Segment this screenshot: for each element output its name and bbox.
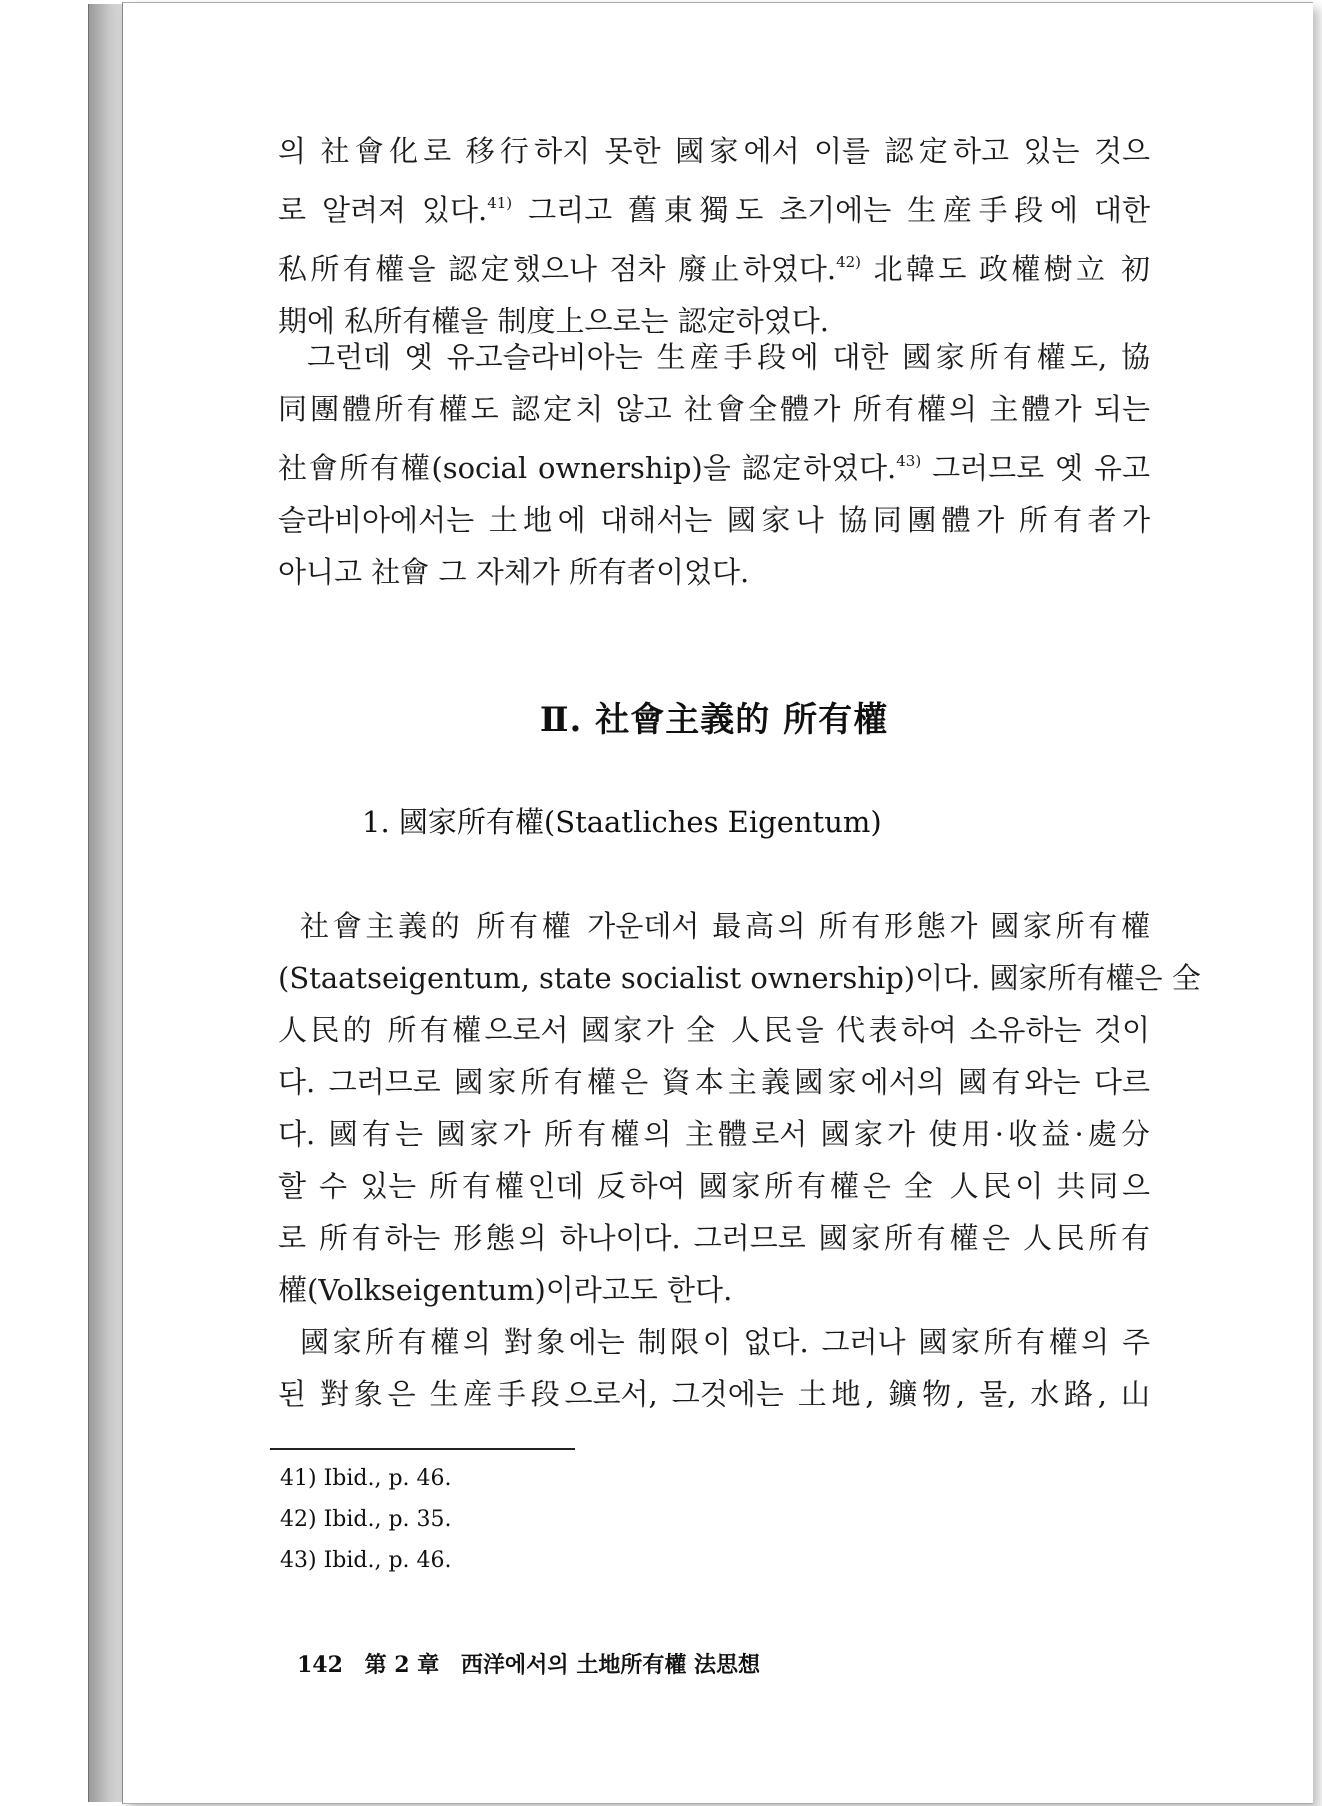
text-line: 私所有權을 認定했으나 점차 廢止하였다.$^{42)}$ 北韓도 政權樹立 初	[278, 252, 1151, 286]
footnote-42: 42) Ibid., p. 35.	[280, 1507, 452, 1532]
chapter-title: 西洋에서의 土地所有權 法思想	[460, 1652, 760, 1678]
text-line: 그런데 옛 유고슬라비아는 生産手段에 대한 國家所有權도, 協	[307, 340, 1150, 374]
footnotes	[280, 1458, 452, 1581]
text-line: 의 社會化로 移行하지 못한 國家에서 이를 認定하고 있는 것으	[278, 134, 1150, 168]
paragraph-state-ownership	[278, 900, 1201, 1316]
text-line: 同團體所有權도 認定치 않고 社會全體가 所有權의 主體가 되는	[278, 392, 1150, 426]
page-footer	[297, 1648, 774, 1679]
page-number: 142	[297, 1652, 343, 1678]
text-line: 로 所有하는 形態의 하나이다. 그러므로 國家所有權은 人民所有	[278, 1221, 1150, 1255]
chapter-number: 第 2 章	[364, 1652, 440, 1678]
footnote-41: 41) Ibid., p. 46.	[280, 1466, 452, 1491]
text-line: (Staatseigentum, state socialist ownership)이다. 國家所有權은 全	[278, 961, 1201, 995]
footnote-ref-42: 42)	[836, 253, 862, 271]
text-line: 슬라비아에서는 土地에 대해서는 國家나 協同團體가 所有者가	[278, 503, 1150, 537]
paragraph-top	[278, 125, 1150, 347]
text-line: 國家所有權의 對象에는 制限이 없다. 그러나 國家所有權의 주	[300, 1325, 1150, 1359]
text-line: 社會主義的 所有權 가운데서 最高의 所有形態가 國家所有權	[300, 909, 1150, 943]
footnote-43: 43) Ibid., p. 46.	[280, 1548, 452, 1573]
footnote-ref-41: 41)	[487, 194, 513, 212]
text-line: 다. 國有는 國家가 所有權의 主體로서 國家가 使用·收益·處分	[278, 1117, 1150, 1151]
text-line: 된 對象은 生産手段으로서, 그것에는 土地, 鑛物, 물, 水路, 山	[278, 1377, 1150, 1411]
text-line: 期에 私所有權을 制度上으로는 認定하였다.	[278, 304, 829, 338]
text-line: 社會所有權(social ownership)을 認定하였다.$^{43)}$ 그러므로 옛 유고	[278, 451, 1150, 485]
text-line: 人民的 所有權으로서 國家가 全 人民을 代表하여 소유하는 것이	[278, 1013, 1150, 1047]
book-page-edge	[88, 4, 123, 1802]
subsection-title: 1. 國家所有權(Staatliches Eigentum)	[362, 805, 882, 839]
text-line: 權(Volkseigentum)이라고도 한다.	[278, 1273, 733, 1307]
text-line: 로 알려져 있다.$^{41)}$ 그리고 舊東獨도 초기에는 生産手段에 대한	[278, 193, 1150, 227]
text-line: 다. 그러므로 國家所有權은 資本主義國家에서의 國有와는 다르	[278, 1065, 1150, 1099]
paragraph-yugoslavia	[278, 331, 1150, 598]
text-line: 할 수 있는 所有權인데 反하여 國家所有權은 全 人民이 共同으	[278, 1169, 1150, 1203]
section-title: Ⅱ. 社會主義的 所有權	[539, 700, 889, 740]
text-line: 아니고 社會 그 자체가 所有者이었다.	[278, 555, 750, 589]
paragraph-ownership-object	[278, 1316, 1150, 1420]
footnote-divider	[270, 1448, 575, 1450]
footnote-ref-43: 43)	[896, 452, 922, 470]
